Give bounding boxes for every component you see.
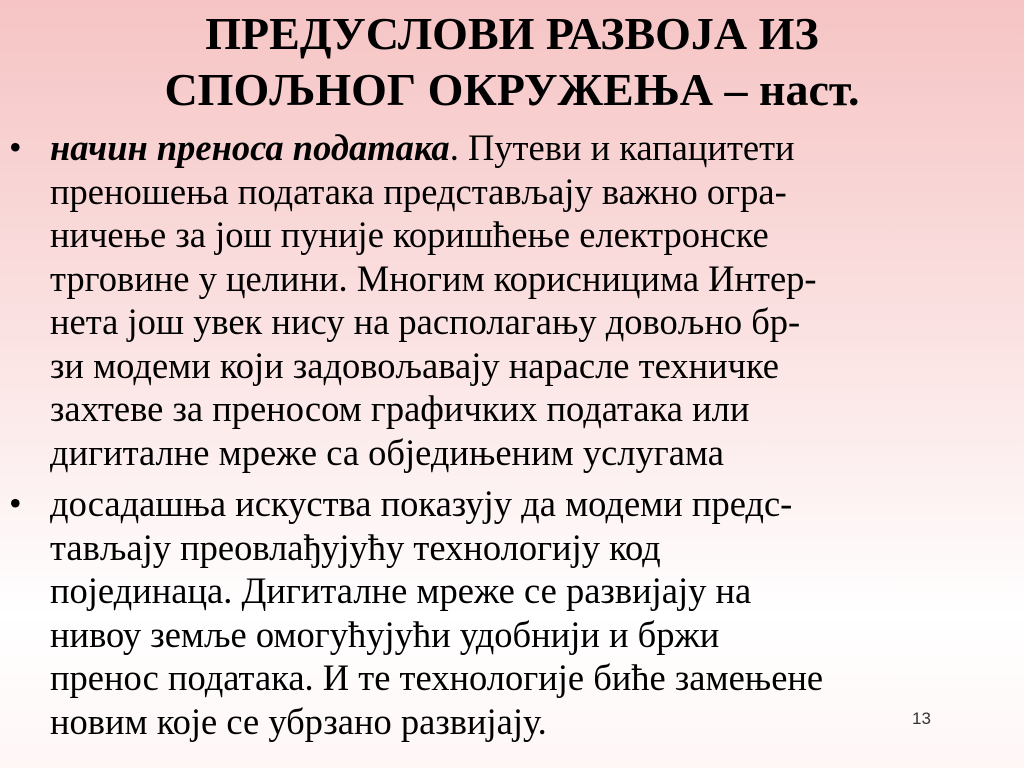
bullet-item-experience <box>0 482 1024 743</box>
slide-title <box>0 6 1024 118</box>
bullet-line <box>50 126 1024 170</box>
slide-title-line-2: СПОЉНОГ ОКРУЖЕЊА – наст. <box>164 64 860 115</box>
bullet-line-text: . Путеви и капацитети <box>449 127 795 168</box>
bullet-line: пренос података. И те технологије биће замењене <box>50 657 824 698</box>
bullet-text <box>50 482 1024 743</box>
bullet-line: дигиталне мреже са обједињеним услугама <box>50 431 724 473</box>
bullet-line: ничење за још пуније коришћење електронске <box>50 214 769 255</box>
bullet-line: новим које се убрзано развијају. <box>50 700 547 742</box>
page-number: 13 <box>912 709 931 728</box>
bullet-line: нета још увек нису на располагању довољно бр- <box>50 301 801 342</box>
bullet-line: досадашња искуства показују да модеми предс- <box>50 483 793 524</box>
bullet-dot-icon: • <box>9 483 22 523</box>
bullet-line: зи модеми који задовољавају нарасле техничке <box>50 344 780 386</box>
bullet-line: захтеве за преносом графичких података или <box>50 388 750 429</box>
slide-title-line-1: ПРЕДУСЛОВИ РАЗВОЈА ИЗ <box>205 8 819 59</box>
bullet-line: тављају преовлађујућу технологију код <box>50 526 661 568</box>
bullet-item-transmission <box>0 126 1024 474</box>
bullet-dot-icon: • <box>9 127 22 167</box>
bullet-line: трговине у целини. Многим корисницима Интер- <box>50 257 817 299</box>
bullet-line: преношења података представљају важно огра- <box>50 170 787 212</box>
bullet-line: појединаца. Дигиталне мреже се развијају на <box>50 570 752 611</box>
bullet-text <box>50 126 1024 474</box>
bullet-list <box>0 126 1024 743</box>
bullet-line: нивоу земље омогућујући удобнији и бржи <box>50 613 720 655</box>
bullet-emphasis: начин преноса података <box>50 127 450 168</box>
